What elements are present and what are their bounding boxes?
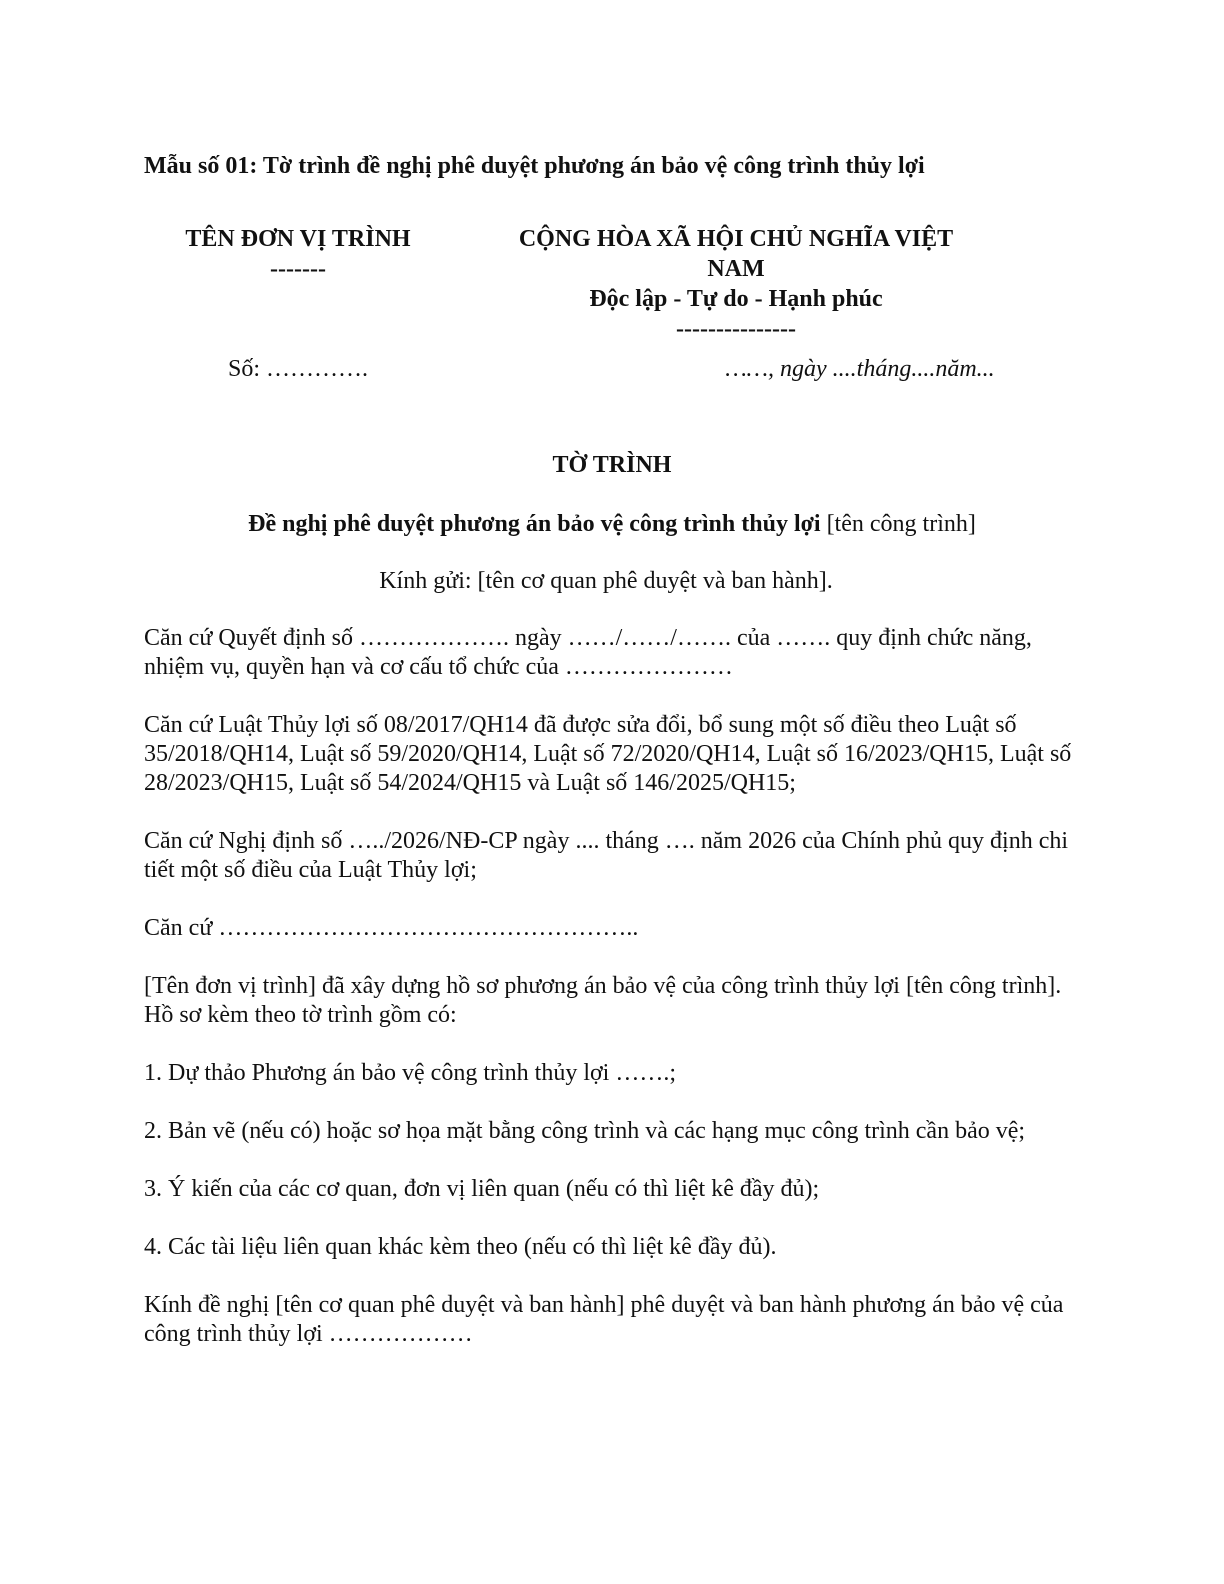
document-body (144, 624, 1072, 1378)
paragraph-other-basis: Căn cứ …………………………………………….. (144, 915, 639, 941)
national-motto: Độc lập - Tự do - Hạnh phúc (589, 286, 883, 312)
paragraph-dossier-intro: [Tên đơn vị trình] đã xây dựng hồ sơ phương án bảo vệ của công trình thủy lợi [tên công trình]. Hồ sơ kèm theo tờ trình gồm có: (144, 973, 1062, 1028)
issuing-org-block (150, 224, 446, 284)
document-number: Số: …………. (227, 356, 368, 382)
national-rule: --------------- (676, 316, 796, 342)
document-title: TỜ TRÌNH (552, 452, 672, 478)
list-item: 1. Dự thảo Phương án bảo vệ công trình thủy lợi …….; (144, 1060, 677, 1086)
paragraph-law-basis: Căn cứ Luật Thủy lợi số 08/2017/QH14 đã được sửa đổi, bổ sung một số điều theo Luật số 35/2018/QH14, Luật số 59/2020/QH14, Luật số 72/2020/QH14, Luật số 16/2023/QH15, Luật số 28/2023/QH15, Luật số 54/2024/QH15 và Luật số 146/2025/QH15; (144, 712, 1072, 796)
subject-normal: [tên công trình] (820, 511, 976, 537)
list-item: 2. Bản vẽ (nếu có) hoặc sơ họa mặt bằng công trình và các hạng mục công trình cần bảo vệ; (144, 1118, 1026, 1144)
issuing-org-name: TÊN ĐƠN VỊ TRÌNH (185, 226, 411, 252)
list-item: 3. Ý kiến của các cơ quan, đơn vị liên quan (nếu có thì liệt kê đầy đủ); (144, 1176, 820, 1202)
document-date: ……, ngày ....tháng....năm... (725, 356, 995, 382)
national-header-block (478, 224, 994, 344)
national-name-line1: CỘNG HÒA XÃ HỘI CHỦ NGHĨA VIỆT (518, 226, 954, 252)
paragraph-decree-basis: Căn cứ Nghị định số …../2026/NĐ-CP ngày .... tháng …. năm 2026 của Chính phủ quy định chi tiết một số điều của Luật Thủy lợi; (144, 828, 1069, 883)
subject-bold: Đề nghị phê duyệt phương án bảo vệ công trình thủy lợi (248, 511, 821, 537)
issuing-org-rule: ------- (270, 256, 326, 282)
recipient-line: Kính gửi: [tên cơ quan phê duyệt và ban hành]. (379, 568, 833, 594)
national-name-line2: NAM (707, 256, 765, 282)
form-title: Mẫu số 01: Tờ trình đề nghị phê duyệt phương án bảo vệ công trình thủy lợi (144, 153, 925, 179)
document-subject (0, 511, 1224, 538)
paragraph-request: Kính đề nghị [tên cơ quan phê duyệt và ban hành] phê duyệt và ban hành phương án bảo vệ của công trình thủy lợi ……………… (144, 1292, 1064, 1347)
paragraph-decision-basis: Căn cứ Quyết định số ………………. ngày ……/……/……. của ……. quy định chức năng, nhiệm vụ, quyền hạn và cơ cấu tổ chức của ………………… (144, 625, 1032, 680)
list-item: 4. Các tài liệu liên quan khác kèm theo (nếu có thì liệt kê đầy đủ). (144, 1234, 777, 1260)
